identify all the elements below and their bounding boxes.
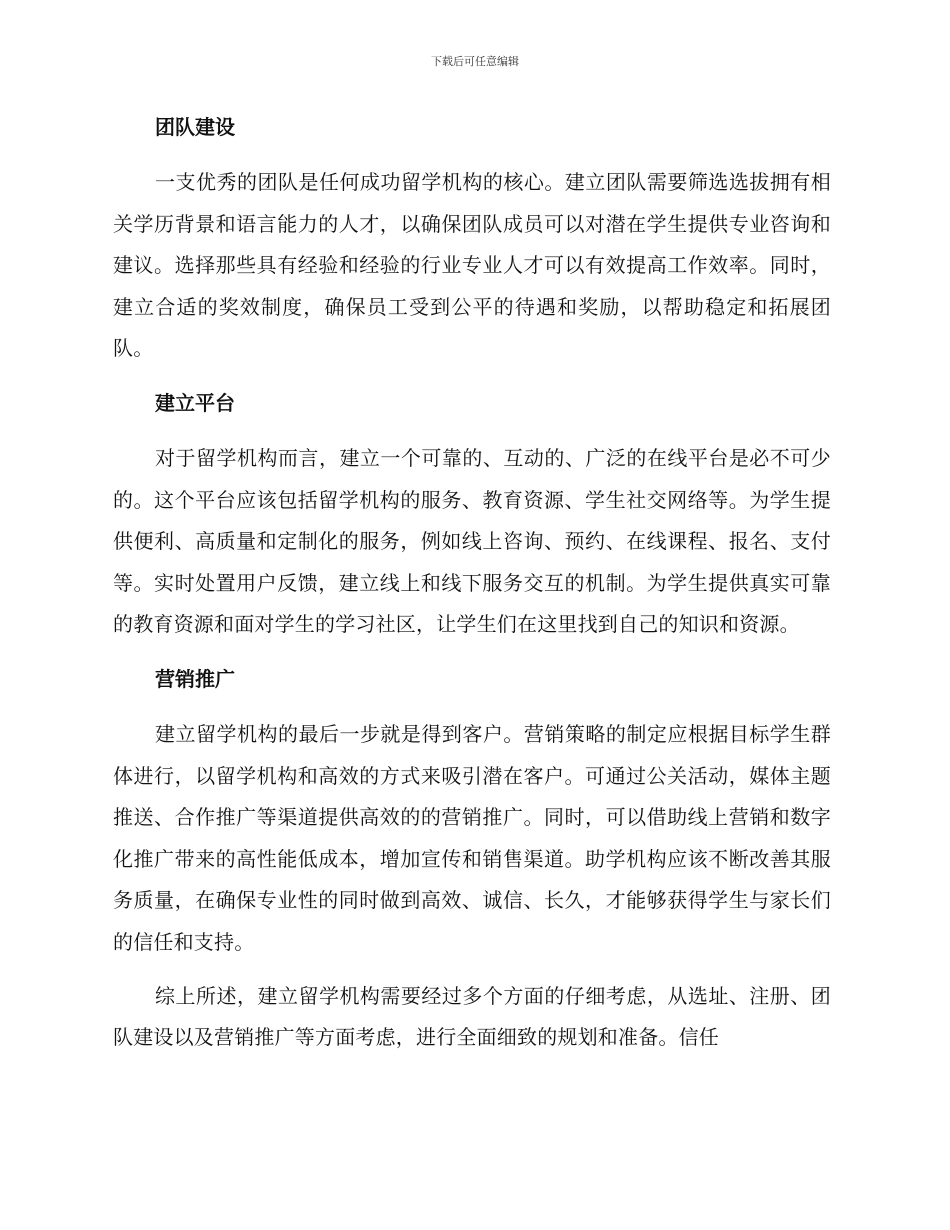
section-team-building (113, 106, 831, 382)
section-heading: 营销推广 (155, 666, 235, 691)
section-marketing (113, 658, 831, 976)
section-paragraph: 建立留学机构的最后一步就是得到客户。营销策略的制定应根据目标学生群体进行，以留学机构和高效的方式来吸引潜在客户。可通过公关活动，媒体主题推送、合作推广等渠道提供高效的的营销推广。同时，可以借助线上营销和数字化推广带来的高性能低成本，增加宣传和销售渠道。助学机构应该不断改善其服务质量，在确保专业性的同时做到高效、诚信、长久，才能够获得学生与家长们的信任和支持。 (113, 721, 831, 954)
conclusion-paragraph: 综上所述，建立留学机构需要经过多个方面的仔细考虑，从选址、注册、团队建设以及营销推广等方面考虑，进行全面细致的规划和准备。信任 (113, 983, 831, 1050)
section-paragraph: 一支优秀的团队是任何成功留学机构的核心。建立团队需要筛选选拔拥有相关学历背景和语言能力的人才，以确保团队成员可以对潜在学生提供专业咨询和建议。选择那些具有经验和经验的行业专业人才可以有效提高工作效率。同时，建立合适的奖效制度，确保员工受到公平的待遇和奖励，以帮助稳定和拓展团队。 (113, 170, 831, 361)
document-body (113, 106, 831, 1059)
page-header: 下载后可任意编辑 (431, 55, 519, 68)
section-heading: 团队建设 (155, 115, 235, 139)
section-build-platform (113, 382, 831, 658)
section-conclusion (113, 976, 831, 1059)
section-heading: 建立平台 (155, 390, 235, 415)
section-paragraph: 对于留学机构而言，建立一个可靠的、互动的、广泛的在线平台是必不可少的。这个平台应该包括留学机构的服务、教育资源、学生社交网络等。为学生提供便利、高质量和定制化的服务，例如线上咨询、预约、在线课程、报名、支付等。实时处置用户反馈，建立线上和线下服务交互的机制。为学生提供真实可靠的教育资源和面对学生的学习社区，让学生们在这里找到自己的知识和资源。 (113, 445, 831, 637)
